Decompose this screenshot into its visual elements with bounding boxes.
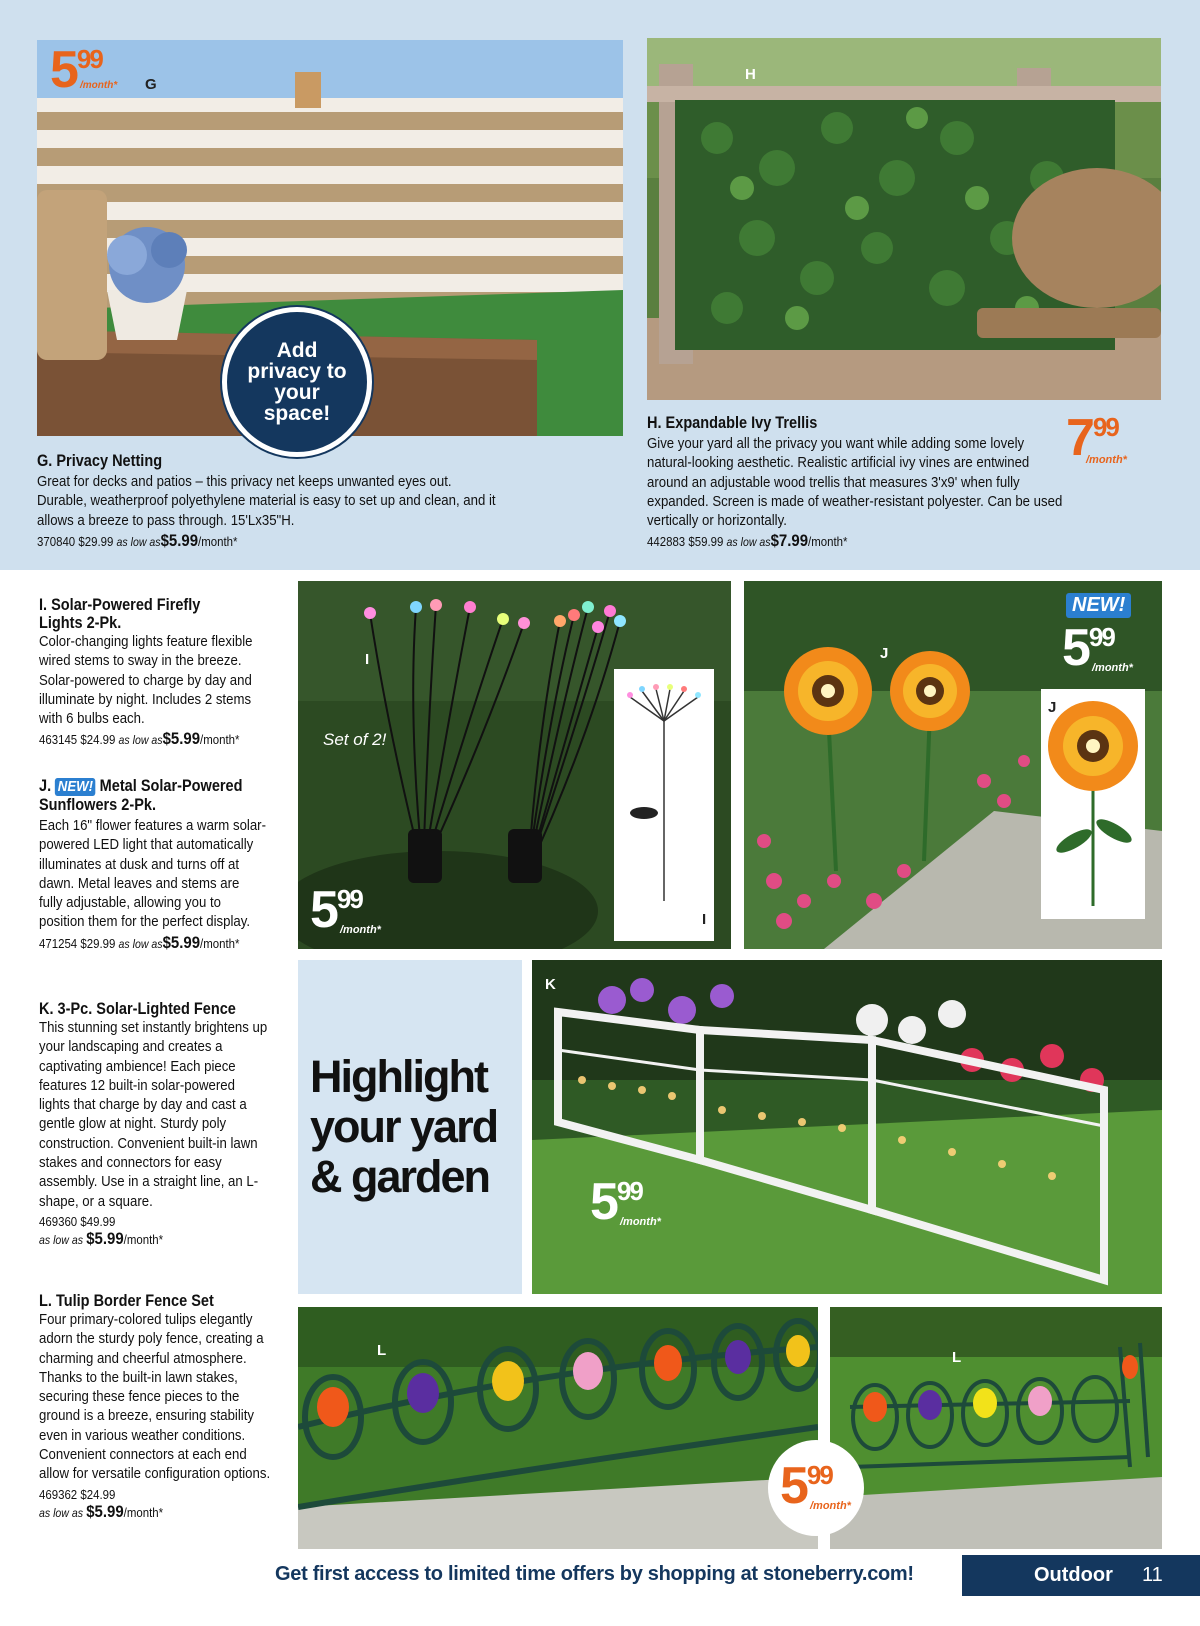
photo-letter-l: L — [377, 1342, 387, 1359]
price-dollars: 5 — [590, 1173, 617, 1231]
product-k-title: K. 3-Pc. Solar-Lighted Fence — [39, 1000, 236, 1018]
footer-promo-text — [275, 1563, 914, 1586]
product-k-pricing — [39, 1213, 215, 1249]
photo-letter-j-inset: J — [1048, 699, 1057, 716]
price-cents: 99 — [806, 1460, 832, 1490]
tulip-fence-photo-2 — [830, 1307, 1162, 1549]
headline-line-2: your yard — [310, 1101, 498, 1152]
ivy-trellis-photo — [647, 38, 1161, 400]
product-j-description: Each 16" flower features a warm solar-powered LED light that automatically illuminates at dusk and turns off at dawn. Metal leaves and stems are fully adjustable, allowing you to position them for the perfect display. — [39, 817, 266, 931]
new-badge: NEW! — [55, 778, 95, 796]
privacy-callout-text: Add privacy to your space! — [247, 339, 347, 425]
per-month: /month* — [123, 1231, 164, 1247]
per-month: /month* — [200, 935, 240, 951]
product-l-text — [39, 1292, 289, 1522]
section-label: Outdoor — [1034, 1564, 1113, 1586]
tulip-fence-photo — [298, 1307, 818, 1549]
headline-line-3: & garden — [310, 1151, 490, 1202]
price-badge-k — [590, 1173, 680, 1236]
solar-fence-photo — [532, 960, 1162, 1294]
tulip-fence-illustration — [298, 1307, 818, 1549]
product-g-pricing — [37, 532, 547, 551]
as-low-as: as low as — [726, 535, 771, 550]
privacy-callout-circle — [222, 307, 372, 457]
photo-letter-k: K — [545, 976, 556, 993]
monthly-price: $7.99 — [770, 531, 809, 551]
photo-letter-l-2: L — [952, 1349, 962, 1366]
photo-letter-h: H — [745, 66, 756, 83]
sku: 471254 — [39, 935, 78, 951]
sku: 442883 — [647, 534, 686, 550]
monthly-price: $5.99 — [162, 932, 201, 952]
ivy-trellis-illustration — [647, 38, 1161, 400]
headline-text — [310, 1052, 497, 1202]
as-low-as: as low as — [118, 936, 163, 951]
price-badge-g — [50, 41, 140, 104]
price-badge-h — [1066, 409, 1166, 472]
as-low-as: as low as — [39, 1505, 84, 1520]
page-number: 11 — [1142, 1564, 1163, 1586]
photo-letter-j: J — [880, 645, 889, 662]
regular-price: $29.99 — [80, 935, 116, 951]
monthly-price: $5.99 — [86, 1228, 124, 1248]
product-l-pricing — [39, 1486, 215, 1522]
price-unit: /month* — [1092, 662, 1133, 674]
price-unit: /month* — [340, 924, 381, 936]
product-h-title: H. Expandable Ivy Trellis — [647, 414, 818, 432]
price-unit: /month* — [620, 1216, 661, 1228]
new-badge-j-photo: NEW! — [1066, 593, 1131, 618]
product-i-text — [39, 596, 289, 749]
sku: 370840 — [37, 533, 76, 549]
regular-price: $59.99 — [688, 534, 724, 550]
headline-line-1: Highlight — [310, 1051, 487, 1102]
solar-fence-illustration — [532, 960, 1162, 1294]
price-dollars: 7 — [1066, 409, 1093, 467]
as-low-as: as low as — [118, 733, 163, 748]
product-j-title-line — [39, 777, 285, 814]
sku: 469362 — [39, 1486, 78, 1502]
product-h-text — [647, 409, 1117, 551]
product-h-pricing — [647, 532, 1061, 551]
as-low-as: as low as — [39, 1232, 84, 1247]
price-unit: /month* — [80, 80, 118, 91]
product-i-description: Color-changing lights feature flexible wired stems to sway in the breeze. Solar-powered to charge by day and illuminate by night. Includes 2 stems with 6 bulbs each. — [39, 633, 253, 728]
regular-price: $29.99 — [78, 533, 114, 549]
product-k-description: This stunning set instantly brightens up your landscaping and creates a captivating ambience! Each piece features 12 built-in solar-powered lights that charge by day and cast a gentle glow at night. Sturdy poly construction. Convenient built-in lawn stakes and connectors for easy assembly. Use in a straight line, an L-shape, or a square. — [39, 1019, 268, 1210]
product-g-text — [37, 452, 617, 551]
price-cents: 99 — [1092, 412, 1118, 442]
photo-letter-i-inset: I — [702, 911, 707, 928]
headline-panel — [298, 960, 522, 1294]
regular-price: $49.99 — [80, 1213, 116, 1229]
per-month: /month* — [200, 732, 240, 748]
footer-promo: Get first access to limited time offers by shopping at stoneberry.com! — [275, 1563, 914, 1585]
price-dollars: 5 — [50, 41, 77, 99]
sku: 469360 — [39, 1213, 78, 1229]
product-l-title: L. Tulip Border Fence Set — [39, 1292, 214, 1310]
per-month: /month* — [123, 1504, 164, 1520]
product-j-text — [39, 777, 289, 953]
price-badge-l — [780, 1457, 870, 1520]
price-dollars: 5 — [1062, 619, 1089, 677]
product-l-description: Four primary-colored tulips elegantly adorn the sturdy poly fence, creating a charming and cheerful atmosphere. Thanks to the built-in lawn stakes, securing these fence pieces to the ground is a breeze, ensuring stability even in various weather conditions. Convenient connectors at each end allow for versatile configuration options. — [39, 1311, 271, 1483]
per-month: /month* — [198, 533, 238, 549]
regular-price: $24.99 — [80, 732, 116, 748]
regular-price: $24.99 — [80, 1486, 116, 1502]
price-badge-i — [310, 881, 400, 944]
monthly-price: $5.99 — [162, 729, 201, 749]
photo-letter-g: G — [145, 76, 157, 93]
monthly-price: $5.99 — [160, 530, 199, 550]
price-dollars: 5 — [310, 881, 337, 939]
product-h-description: Give your yard all the privacy you want while adding some lovely natural-looking aesthetic. Realistic artificial ivy vines are entwined around an adjustable wood trellis that measures 3'x9' when fully expanded. Screen is made of weather-resistant polyester. Can be used vertically or horizontally. — [647, 435, 1063, 530]
price-unit: /month* — [1086, 454, 1127, 466]
product-i-pricing — [39, 730, 259, 749]
product-j-prefix: J. — [39, 777, 52, 795]
monthly-price: $5.99 — [86, 1501, 124, 1521]
product-j-pricing — [39, 934, 259, 953]
product-i-title: I. Solar-Powered Firefly Lights 2-Pk. — [39, 596, 201, 632]
price-cents: 99 — [616, 1176, 642, 1206]
price-badge-j — [1062, 619, 1152, 682]
as-low-as: as low as — [116, 534, 161, 549]
price-unit: /month* — [810, 1500, 851, 1512]
product-g-title: G. Privacy Netting — [37, 452, 163, 470]
price-cents: 99 — [1088, 622, 1114, 652]
price-dollars: 5 — [780, 1457, 807, 1515]
tulip-fence-illustration-2 — [830, 1307, 1162, 1549]
price-cents: 99 — [336, 884, 362, 914]
set-of-2-caption: Set of 2! — [323, 730, 387, 749]
per-month: /month* — [808, 534, 848, 550]
section-tab — [962, 1555, 1200, 1596]
product-k-text — [39, 1000, 289, 1249]
sku: 463145 — [39, 732, 78, 748]
product-g-description: Great for decks and patios – this privacy net keeps unwanted eyes out. Durable, weatherproof polyethylene material is easy to set up and clean, and it allows a breeze to pass through. 15'Lx35"H. — [37, 473, 496, 529]
price-cents: 99 — [76, 44, 102, 74]
photo-letter-i: I — [365, 651, 370, 668]
product-j-title: Metal Solar-Powered Sunflowers 2-Pk. — [39, 777, 243, 814]
